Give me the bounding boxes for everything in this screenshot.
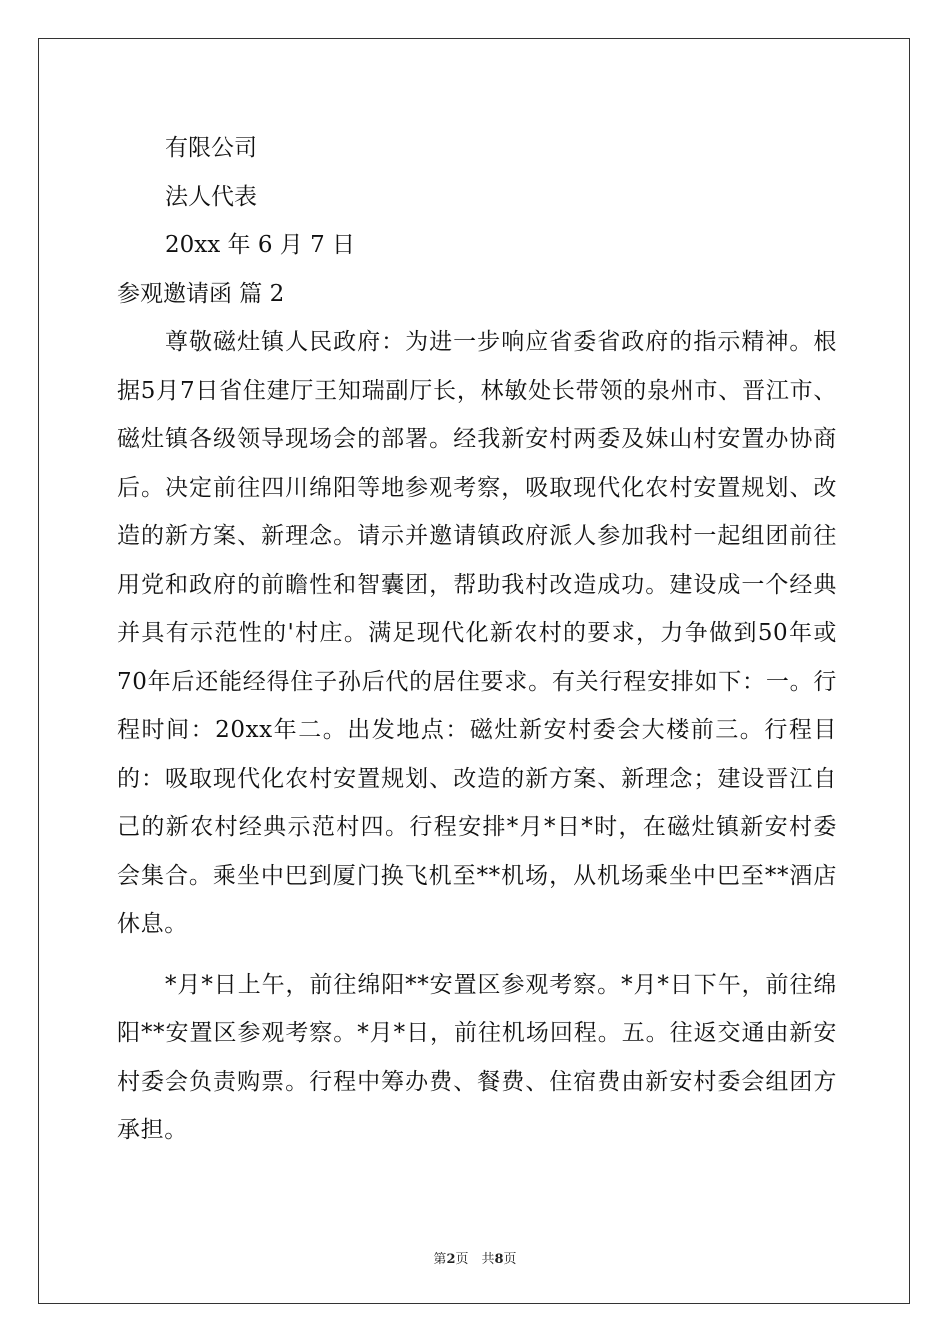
section-title: 参观邀请函 篇 2	[117, 280, 285, 307]
page-footer	[0, 1248, 950, 1267]
footer-total-pages: 8	[494, 1252, 504, 1267]
representative-line: 法人代表	[165, 183, 257, 210]
footer-mid: 页 共	[455, 1252, 495, 1267]
footer-prefix: 第	[433, 1252, 447, 1267]
company-line: 有限公司	[165, 135, 257, 161]
document-body	[117, 124, 837, 1155]
footer-current-page: 2	[446, 1252, 456, 1267]
paragraph-1: 尊敬磁灶镇人民政府：为进一步响应省委省政府的指示精神。根据5月7日省住建厅王知瑞副厅长，林敏处长带领的泉州市、晋江市、磁灶镇各级领导现场会的部署。经我新安村两委及妹山村安置办协商后。决定前往四川绵阳等地参观考察，吸取现代化农村安置规划、改造的新方案、新理念。请示并邀请镇政府派人参加我村一起组团前往用党和政府的前瞻性和智囊团，帮助我村改造成功。建设成一个经典并具有示范性的'村庄。满足现代化新农村的要求，力争做到50年或70年后还能经得住子孙后代的居住要求。有关行程安排如下：一。行程时间：20xx年二。出发地点：磁灶新安村委会大楼前三。行程目的：吸取现代化农村安置规划、改造的新方案、新理念；建设晋江自己的新农村经典示范村四。行程安排*月*日*时，在磁灶镇新安村委会集合。乘坐中巴到厦门换飞机至**机场，从机场乘坐中巴至**酒店休息。	[117, 329, 837, 937]
footer-suffix: 页	[503, 1252, 517, 1267]
date-line: 20xx 年 6 月 7 日	[165, 232, 356, 258]
paragraph-2: *月*日上午，前往绵阳**安置区参观考察。*月*日下午，前往绵阳**安置区参观考察。*月*日，前往机场回程。五。往返交通由新安村委会负责购票。行程中筹办费、餐费、住宿费由新安村委会组团方承担。	[117, 971, 837, 1143]
